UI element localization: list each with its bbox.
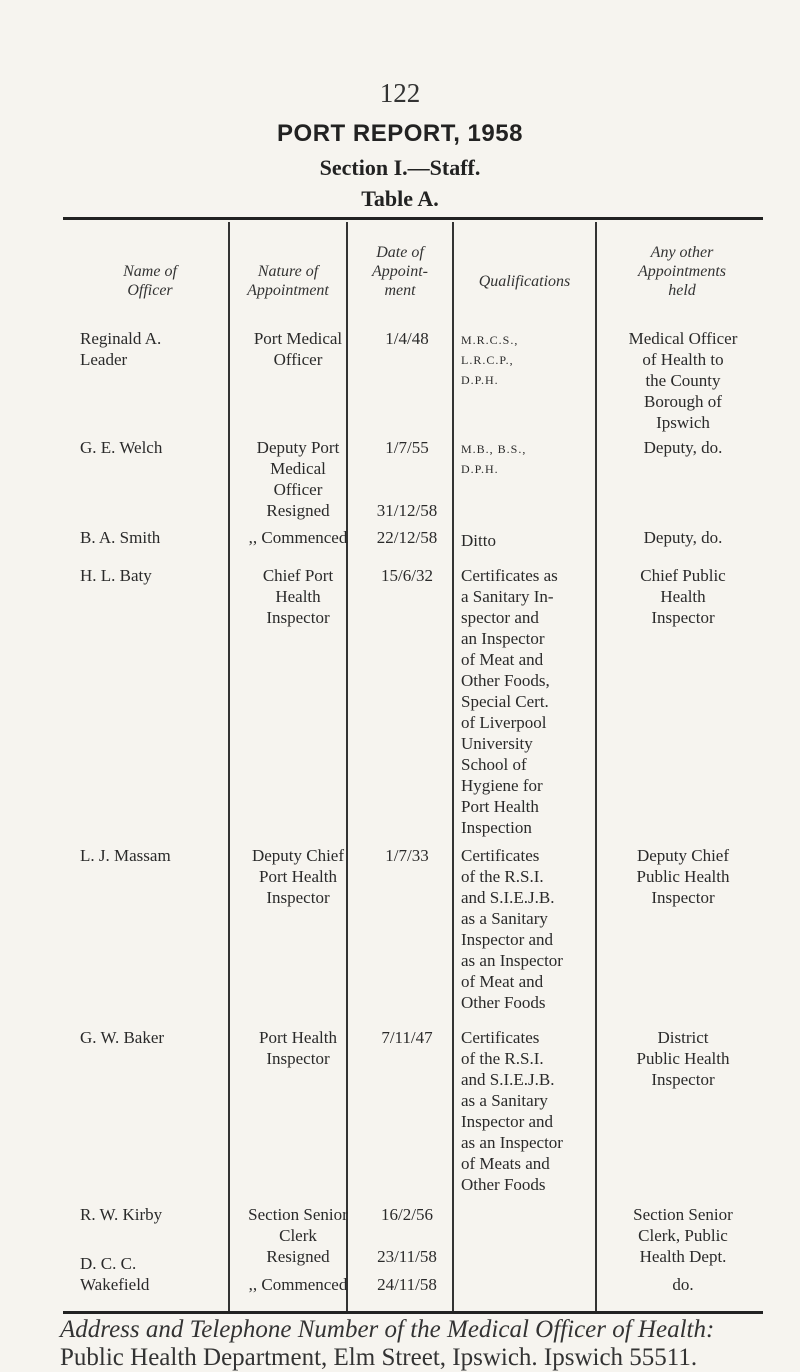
column-divider <box>595 222 597 1312</box>
appointment-nature: ,, Commenced <box>248 1275 348 1294</box>
appointment-nature: Deputy Port Medical Officer Resigned <box>256 438 340 520</box>
table-bottom-rule <box>63 1311 763 1314</box>
appointment-nature: Chief Port Health Inspector <box>262 566 334 627</box>
appointment-date: 15/6/32 <box>381 566 433 585</box>
appointment-date: 24/11/58 <box>377 1275 437 1294</box>
qualifications: Ditto <box>461 531 496 550</box>
appointment-date: 16/2/56 23/11/58 <box>377 1205 437 1266</box>
officer-name: G. W. Baker <box>80 1028 165 1047</box>
other-appointments: Deputy Chief Public Health Inspector <box>636 846 730 907</box>
footer-address: Public Health Department, Elm Street, Ipswich. Ipswich 55511. <box>60 1344 698 1371</box>
qualifications: M.B., B.S., D.P.H. <box>461 442 527 476</box>
officer-name: G. E. Welch <box>80 438 163 457</box>
appointment-date: 1/7/33 <box>385 846 429 865</box>
header-other-appointments: Any other Appointments held <box>638 244 726 299</box>
other-appointments: Medical Officer of Health to the County Borough of Ipswich <box>628 329 738 432</box>
other-appointments: do. <box>672 1275 694 1294</box>
appointment-date: 1/4/48 <box>385 329 429 348</box>
other-appointments: Deputy, do. <box>643 528 723 547</box>
appointment-nature: Section Senior Clerk Resigned <box>248 1205 348 1266</box>
qualifications: Certificates of the R.S.I. and S.I.E.J.B. as a Sanitary Inspector and as an Inspector of Meat and Other Foods <box>461 846 563 1012</box>
header-nature: Nature of Appointment <box>247 263 329 299</box>
report-title: PORT REPORT, 1958 <box>277 120 523 147</box>
officer-name: Reginald A. Leader <box>80 329 162 369</box>
page-number: 122 <box>379 78 421 108</box>
qualifications: Certificates as a Sanitary In- spector and an Inspector of Meat and Other Foods, Special Cert. of Liverpool University School of Hygiene for Port Health Inspection <box>461 566 558 837</box>
officer-name: B. A. Smith <box>80 528 161 547</box>
officer-name: R. W. Kirby <box>80 1205 163 1224</box>
officer-name: H. L. Baty <box>80 566 152 585</box>
other-appointments: Section Senior Clerk, Public Health Dept. <box>633 1205 733 1266</box>
officer-name: L. J. Massam <box>80 846 171 865</box>
appointment-date: 1/7/55 31/12/58 <box>376 438 438 520</box>
table-title: Table A. <box>361 186 439 211</box>
appointment-nature: ,, Commenced <box>248 528 348 547</box>
section-title: Section I.—Staff. <box>319 155 481 180</box>
appointment-nature: Port Health Inspector <box>259 1028 337 1068</box>
footer-address-label: Address and Telephone Number of the Medical Officer of Health: <box>60 1316 715 1343</box>
appointment-nature: Port Medical Officer <box>253 329 343 369</box>
table-top-rule <box>63 217 763 220</box>
header-name: Name of Officer <box>123 263 177 299</box>
column-divider <box>346 222 348 1312</box>
other-appointments: District Public Health Inspector <box>636 1028 730 1089</box>
other-appointments: Deputy, do. <box>643 438 723 457</box>
column-divider <box>452 222 454 1312</box>
qualifications: M.R.C.S., L.R.C.P., D.P.H. <box>461 333 519 387</box>
appointment-nature: Deputy Chief Port Health Inspector <box>251 846 345 907</box>
header-qualifications: Qualifications <box>478 273 571 290</box>
qualifications: Certificates of the R.S.I. and S.I.E.J.B. as a Sanitary Inspector and as an Inspector of Meats and Other Foods <box>461 1028 563 1194</box>
column-divider <box>228 222 230 1312</box>
other-appointments: Chief Public Health Inspector <box>640 566 726 627</box>
officer-name: D. C. C. Wakefield <box>80 1254 150 1294</box>
header-date: Date of Appoint- ment <box>372 244 428 299</box>
appointment-date: 22/12/58 <box>376 528 438 547</box>
appointment-date: 7/11/47 <box>381 1028 433 1047</box>
